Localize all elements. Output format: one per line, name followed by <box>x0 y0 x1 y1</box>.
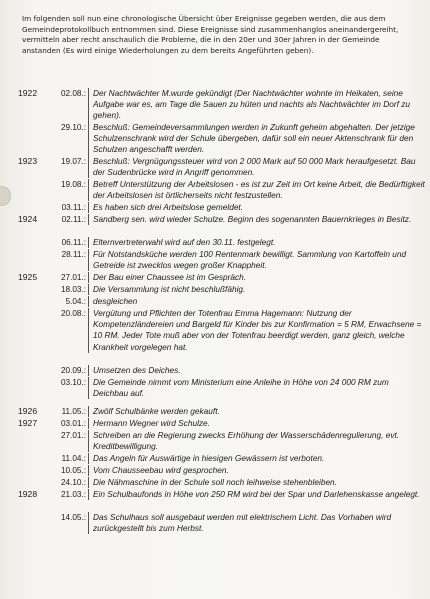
entry-year: 1927 <box>18 418 38 428</box>
entry-date: 20.09.: <box>60 366 86 375</box>
entry-text: Hermann Wegner wird Schulze. <box>88 418 425 429</box>
entry-text: Für Notstandsküche werden 100 Rentenmark bewilligt. Sammlung von Kartoffeln und Getreide ist zwecklos wegen großer Knappheit. <box>88 249 425 271</box>
entry-text: Umsetzen des Deiches. <box>88 365 425 376</box>
entry-text: Beschluß: Gemeindeversammlungen werden in Zukunft geheim abgehalten. Der jetzige Schulzenschrank wird der Schule übergeben, dafür soll ein neuer Aktenschrank für den Schulzen angeschafft werden. <box>88 122 425 156</box>
intro-paragraph: Im folgenden soll nun eine chronologische Übersicht über Ereignisse gegeben werden, die aus dem Gemeindeprotokollbuch entnommen sind. Diese Ereignisse sind zusammenhanglos aneinandergereiht, vermitteln aber recht anschaulich die Probleme, die in den 20er und 30er Jahren in der Gemeinde anstanden (Es wird einige Wiederholungen zu dem bereits Angeführten geben). <box>22 14 399 55</box>
entry-date: 11.05.: <box>61 407 86 416</box>
entry-date: 24.10.: <box>60 478 86 487</box>
entry-text: Die Nähmaschine in der Schule soll noch leihweise stehenbleiben. <box>88 477 425 488</box>
entry-date: 11.04.: <box>61 454 86 463</box>
entry-date: 06.11.: <box>61 238 86 247</box>
entry-text: Sandberg sen. wird wieder Schulze. Beginn des sogenannten Bauernkrieges in Besitz. <box>88 214 425 225</box>
entry-date: 03.01.: <box>60 419 86 428</box>
entry-date: 5.04.: <box>65 297 86 306</box>
entry-text: Elternvertreterwahl wird auf den 30.11. festgelegt. <box>88 237 425 248</box>
entry-year: 1925 <box>18 272 38 282</box>
entry-text: Beschluß: Vergnügungssteuer wird von 2 000 Mark auf 50 000 Mark heraufgesetzt. Bau der Sudenbrücke wird in Angriff genommen. <box>88 156 425 178</box>
entry-text: Es haben sich drei Arbeitslose gemeldet. <box>88 202 425 213</box>
entry-text: Die Gemeinde nimmt vom Ministerium eine Anleihe in Höhe von 24 000 RM zum Deichbau auf. <box>88 377 425 399</box>
entry-date: 14.05.: <box>60 513 86 522</box>
entry-year: 1926 <box>18 406 38 416</box>
entry-date: 03.10.: <box>60 378 86 387</box>
entry-date: 27.01.: <box>60 273 86 282</box>
entry-year: 1923 <box>18 156 38 166</box>
entry-date: 20.08.: <box>60 309 86 318</box>
entry-date: 29.10.: <box>60 123 86 132</box>
entry-date: 21.03.: <box>60 490 86 499</box>
entry-text: Ein Schulbaufonds in Höhe von 250 RM wird bei der Spar und Darlehenskasse angelegt. <box>88 489 425 500</box>
entry-text: Das Schulhaus soll ausgebaut werden mit elektrischem Licht. Das Vorhaben wird zurückgestellt bis zum Herbst. <box>88 512 425 534</box>
entry-year: 1924 <box>18 214 38 224</box>
entry-date: 18.03.: <box>60 285 86 294</box>
entry-year: 1922 <box>18 88 38 98</box>
entry-text: desgleichen <box>88 296 425 307</box>
entry-date: 02.11.: <box>61 215 86 224</box>
entry-date: 19.08.: <box>60 180 86 189</box>
entry-text: Die Versammlung ist nicht beschlußfähig. <box>88 284 425 295</box>
entry-text: Der Bau einer Chaussee ist im Gespräch. <box>88 272 425 283</box>
entry-text: Schreiben an die Regierung zwecks Erhöhung der Wasserschädenregulierung, evt. Kreditbewilligung. <box>88 430 425 452</box>
entry-date: 10.05.: <box>60 466 86 475</box>
punch-hole <box>0 186 11 206</box>
entry-date: 27.01.: <box>60 431 86 440</box>
entry-date: 19.07.: <box>60 157 86 166</box>
entry-date: 02.08.: <box>60 89 86 98</box>
entry-text: Das Angeln für Auswärtige in hiesigen Gewässern ist verboten. <box>88 453 425 464</box>
entry-text: Zwölf Schulbänke werden gekauft. <box>88 406 425 417</box>
entry-text: Vom Chausseebau wird gesprochen. <box>88 465 425 476</box>
entry-text: Betreff Unterstützung der Arbeitslosen - es ist zur Zeit im Ort keine Arbeit, die Bedürftigkeit der Arbeitslosen ist örtlicherseits nicht festzustellen. <box>88 179 425 201</box>
entry-year: 1928 <box>18 489 38 499</box>
entry-date: 03.11.: <box>61 203 86 212</box>
entry-date: 28.11.: <box>61 250 86 259</box>
entry-text: Der Nachtwächter M.wurde gekündigt (Der Nachtwächter wohnte im Heikaten, seine Aufgabe war es, am Tage die Sauen zu hüten und nachts als Nachtwächter im Dorf zu gehen). <box>88 88 425 122</box>
entry-text: Vergütung und Pflichten der Totenfrau Emma Hagemann: Nutzung der Kompetenzländereien und Bargeld für Kinder bis zur Konfirmation = 5 RM, Erwachsene = 10 RM. Jeder Tote muß aber von der Totenfrau beerdigt werden, ganz gleich, welche Krankheit vorgelegen hat. <box>88 308 425 353</box>
